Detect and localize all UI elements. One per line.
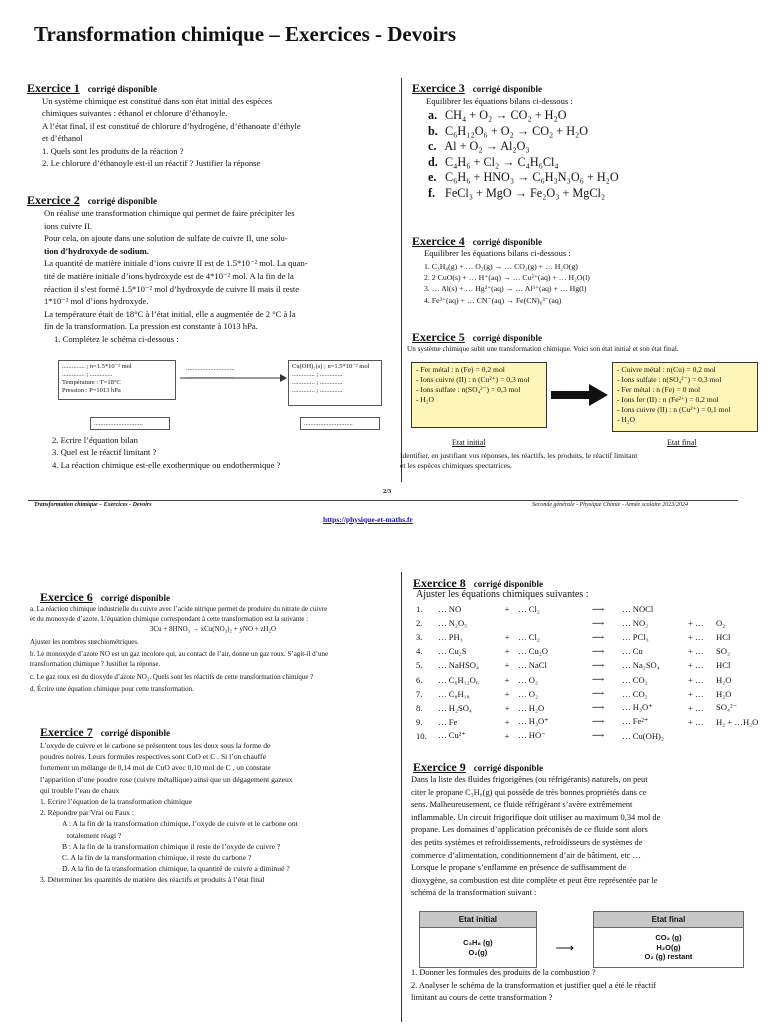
text-line: 1. Complétez le schéma ci-dessous : bbox=[54, 333, 179, 344]
state-line: - Fer métal : n (Fe) = 0 mol bbox=[617, 385, 701, 394]
text-line: La quantité de matière initiale d’ions cuivre II est de 1.5*10⁻² mol. La quan- bbox=[44, 258, 308, 269]
question-line: 2. Ecrire l’équation bilan bbox=[52, 435, 138, 445]
column-divider-top bbox=[401, 78, 402, 482]
equation-cell: + … bbox=[688, 618, 704, 629]
equation-cell: + bbox=[504, 702, 510, 713]
text-line: et d’éthanol bbox=[42, 133, 83, 144]
text-line: des petits systèmes et refroidissements, refroidisseurs de systèmes de bbox=[411, 837, 643, 847]
text-line: Pour cela, on ajoute dans une solution de sulfate de cuivre II, une solu- bbox=[44, 233, 288, 244]
exercise-7-text bbox=[40, 740, 388, 886]
schema-line: .............. ; .............. bbox=[292, 387, 343, 394]
page-title: Transformation chimique – Exercices - Devoirs bbox=[34, 22, 457, 46]
species: O₂(g) bbox=[468, 947, 488, 957]
equation-cell: … H₂O bbox=[518, 702, 545, 713]
state-line: - Ions sulfate : n(SO₄²⁻) = 0,3 mol bbox=[416, 385, 521, 394]
equation-cell: + … bbox=[688, 632, 704, 643]
equation-cell: + … bbox=[688, 716, 704, 727]
equation-row bbox=[414, 672, 768, 686]
table-header-spacer bbox=[536, 912, 593, 928]
initial-state-label: Etat initial bbox=[452, 438, 486, 447]
exercise-9-text bbox=[411, 774, 763, 900]
exercise-8-heading: Exercice 8 bbox=[413, 576, 466, 590]
text-line: chimiques suivantes : éthanol et chlorure d’éthanoyle. bbox=[42, 108, 228, 119]
text-line: fortement un mélange de 0,14 mol de CuO avec 0,10 mol de C , on constate bbox=[40, 763, 271, 773]
question-line: 4. La réaction chimique est-elle exothermique ou endothermique ? bbox=[52, 459, 281, 470]
question-line: Identifier, en justifiant vos réponses, les réactifs, les produits, le réactif limitant bbox=[400, 451, 638, 460]
exercise-4-equations bbox=[424, 261, 754, 306]
equation-row bbox=[414, 602, 768, 616]
exercise-7 bbox=[40, 723, 170, 741]
transformation-table bbox=[419, 911, 744, 968]
equation-cell: + bbox=[504, 730, 510, 741]
equation-cell: 1. bbox=[416, 604, 423, 615]
equation-cell bbox=[714, 729, 768, 743]
footer-rule bbox=[28, 500, 738, 501]
equation-cell: … NOCl bbox=[622, 604, 654, 615]
exercise-6-text bbox=[30, 605, 396, 695]
table-header-final: Etat final bbox=[593, 912, 743, 928]
equation-row bbox=[414, 715, 768, 729]
equation-cell: H₂ + …H₂O bbox=[716, 716, 759, 727]
corrige-label: corrigé disponible bbox=[100, 593, 171, 603]
equation-cell: 7. bbox=[416, 688, 423, 699]
equation-cell bbox=[714, 602, 768, 616]
equation-cell: ⟶ bbox=[591, 702, 605, 713]
text-line: L’oxyde de cuivre et le carbone se présentent tous les deux sous la forme de bbox=[40, 741, 271, 750]
schema-blank-left: .............................. bbox=[90, 417, 170, 430]
exercise-7-heading: Exercice 7 bbox=[40, 725, 93, 739]
schema-initial-box bbox=[58, 360, 176, 400]
text-line: La température était de 18°C à l’état initial, elle a augmentée de 2 °C à la bbox=[44, 308, 296, 319]
text-line: Lorsque le propane s’enflamme en présence de suffisamment de bbox=[411, 863, 627, 873]
text-line: transformation chimique ? Justifier la réponse. bbox=[30, 659, 161, 668]
equation-row bbox=[414, 701, 768, 715]
schema-final-box bbox=[288, 360, 382, 406]
equation-cell: HCl bbox=[716, 660, 731, 671]
text-line: et du monoxyde d’azote. L’équation chimique correspondant à cette transformation est la suivante : bbox=[30, 614, 309, 623]
corrige-label: corrigé disponible bbox=[472, 84, 543, 94]
equation-row bbox=[414, 687, 768, 701]
table-arrow: ⟶ bbox=[536, 928, 593, 968]
equation-cell: ⟶ bbox=[591, 730, 605, 741]
species: H₂O(g) bbox=[656, 942, 681, 952]
footer-left: Transformation chimique – Exercices - Devoirs bbox=[34, 502, 152, 508]
corrige-label: corrigé disponible bbox=[100, 728, 171, 738]
text-line: 2. Répondre par Vrai ou Faux : bbox=[40, 808, 135, 818]
equation-row bbox=[414, 630, 768, 644]
equation-cell: … NO bbox=[438, 604, 462, 615]
exercise-3-heading: Exercice 3 bbox=[412, 81, 465, 95]
initial-state-box bbox=[411, 362, 547, 428]
text-line: tion d’hydroxyde de sodium. bbox=[44, 245, 149, 256]
text-line: commerce d’alimentation, conditionnement d’air de bâtiment, etc … bbox=[411, 850, 641, 860]
corrige-label: corrigé disponible bbox=[473, 763, 544, 773]
column-divider-bottom bbox=[401, 572, 402, 1022]
equation-cell: ⟶ bbox=[591, 659, 605, 670]
equation-cell: O₂ bbox=[716, 618, 726, 629]
footer-right: Seconde générale - Physique Chimie - Année scolaire 2023/2024 bbox=[532, 502, 688, 508]
text-line: totalement réagi ? bbox=[67, 830, 122, 840]
equation-d: d. C₄H₆ + Cl₂ → C₄H₆Cl₄ bbox=[428, 154, 559, 169]
text-line: c. Le gaz roux est du dioxyde d’azote NO₂. Quels sont les réactifs de cette transformation chimique ? bbox=[30, 672, 314, 681]
exercise-9-heading: Exercice 9 bbox=[413, 760, 466, 774]
state-line: - Fer métal : n (Fe) = 0,2 mol bbox=[416, 365, 505, 374]
equation-cell: … C₆H₁₂O₆ bbox=[438, 674, 479, 685]
text-line: a. La réaction chimique industrielle du cuivre avec l’acide nitrique permet de produire du nitrate de cuivre bbox=[30, 605, 328, 613]
text-line: A : A la fin de la transformation chimique, l’oxyde de cuivre et le carbone ont bbox=[62, 819, 298, 829]
equation-cell: ⟶ bbox=[591, 674, 605, 685]
equation-cell: + bbox=[504, 674, 510, 685]
text-line: Un système chimique est constitué dans son état initial des espèces bbox=[42, 96, 273, 106]
question-line: 3. Quel est le réactif limitant ? bbox=[52, 447, 157, 458]
equation-line: 3Cu + 8HNO₃ → xCu(NO₃)₂ + yNO + zH₂O bbox=[149, 625, 277, 634]
exercise-4-intro: Equilibrer les équations bilans ci-dessous : bbox=[424, 248, 571, 258]
equation-cell: + … bbox=[688, 702, 704, 713]
equation-row bbox=[414, 616, 768, 630]
text-line: qui trouble l’eau de chaux bbox=[40, 785, 120, 795]
equation-cell: + … bbox=[688, 674, 704, 685]
exercise-9-questions bbox=[411, 967, 763, 1005]
text-line: A l’état final, il est constitué de chlorure d’hydrogène, d’éthanoate d’éthyle bbox=[42, 120, 301, 131]
equation-cell: … Cu²⁺ bbox=[438, 730, 466, 741]
exercise-5-heading: Exercice 5 bbox=[412, 330, 465, 344]
equation-cell: HCl bbox=[716, 632, 731, 643]
equation-e: e. C₆H₆ + HNO₃ → C₆H₃N₃O₆ + H₂O bbox=[428, 170, 619, 184]
equation-cell: … H₃O⁺ bbox=[622, 702, 653, 713]
text-line: dioxygène, sa combustion est dite complète et peut être représentée par le bbox=[411, 875, 658, 885]
exercise-1-heading: Exercice 1 bbox=[27, 81, 80, 95]
corrige-label: corrigé disponible bbox=[472, 333, 543, 343]
exercise-6 bbox=[40, 588, 170, 606]
equation-row bbox=[414, 729, 768, 743]
equation-cell: H₂O bbox=[716, 688, 732, 699]
equation-cell: … Cu(OH)₂ bbox=[622, 730, 664, 741]
equation-cell: … NaHSO₄ bbox=[438, 660, 479, 671]
equation-cell: SO₄²⁻ bbox=[716, 702, 738, 713]
transformation-arrow bbox=[551, 384, 609, 406]
equation-a: a. CH₄ + O₂ → CO₂ + H₂O bbox=[428, 108, 567, 122]
text-line: Dans la liste des fluides frigorigènes (ou réfrigérants) naturels, on peut bbox=[411, 775, 648, 784]
exercise-1-text bbox=[42, 95, 397, 169]
page-number: 2/3 bbox=[383, 488, 392, 495]
exercise-3-equations bbox=[428, 108, 758, 201]
text-line: l’apparition d’une poudre rose (cuivre métallique) ainsi que un dégagement gazeux bbox=[40, 774, 293, 784]
equation-cell: … Fe bbox=[438, 716, 458, 727]
text-line: sens. Malheureusement, ce fluide réfrigérant s’avère extrêmement bbox=[411, 800, 633, 810]
equation-cell: 5. bbox=[416, 660, 423, 671]
exercise-5-question bbox=[400, 451, 760, 471]
equation-cell: … N₂O₅ bbox=[438, 618, 468, 629]
state-line: - Ions fer (II) : n (Fe²⁺) = 0,2 mol bbox=[617, 395, 719, 404]
final-state-box bbox=[612, 362, 758, 432]
equation-cell: + bbox=[504, 660, 510, 671]
equation-cell: … CO₂ bbox=[622, 674, 648, 685]
text-line: poudres noires. Leurs formules respectives sont CuO et C . Si l’on chauffe bbox=[40, 752, 266, 762]
equation-cell: … Cu₂O bbox=[518, 646, 548, 657]
equation-cell: + … bbox=[688, 646, 704, 657]
equation-cell: ⟶ bbox=[591, 631, 605, 642]
equation-cell: + bbox=[504, 646, 510, 657]
equation-row bbox=[414, 644, 768, 658]
equation-cell: … HO⁻ bbox=[518, 730, 546, 741]
equation-cell: + bbox=[504, 632, 510, 643]
question-line: 1. Donner les formules des produits de la combustion ? bbox=[411, 968, 596, 977]
table-cell-initial bbox=[420, 928, 537, 968]
question-line: et les espèces chimiques spectatrices. bbox=[400, 461, 512, 470]
equation-cell: … Cl₂ bbox=[518, 604, 540, 615]
equation-line: 3. … Al(s) + … Hg²⁺(aq) → … Al³⁺(aq) + … Hg(l) bbox=[424, 284, 587, 294]
website-link[interactable]: https://physique-et-maths.fr bbox=[323, 515, 413, 524]
equation-cell: … PH₃ bbox=[438, 632, 463, 643]
equation-cell: … Cu bbox=[622, 646, 643, 657]
equation-cell: + bbox=[504, 716, 510, 727]
equation-cell: ⟶ bbox=[591, 603, 605, 614]
equation-cell: + … bbox=[688, 660, 704, 671]
equation-cell: ⟶ bbox=[591, 617, 605, 628]
equation-cell: 2. bbox=[416, 618, 423, 629]
exercise-8-equations bbox=[414, 602, 768, 743]
equation-cell bbox=[516, 616, 576, 630]
equation-cell: + bbox=[504, 604, 510, 615]
equation-line: 4. Fe³⁺(aq) + … CN⁻(aq) → Fe(CN)₆³⁻(aq) bbox=[424, 295, 562, 305]
text-line: 2. Le chlorure d’éthanoyle est-il un réactif ? Justifier la réponse bbox=[42, 158, 261, 169]
state-line: - Cuivre métal : n(Cu) = 0,2 mol bbox=[617, 365, 716, 374]
schema-line: Cu(OH)₂(s) ; n=1.5*10⁻² mol bbox=[292, 363, 370, 370]
equation-cell bbox=[686, 729, 714, 743]
species: C₃H₈ (g) bbox=[463, 938, 493, 947]
state-line: - Ions cuivre (II) : n (Cu²⁺) = 0,1 mol bbox=[617, 405, 731, 414]
equation-c: c. Al + O₂ → Al₂O₃ bbox=[428, 139, 530, 153]
equation-cell: … CO₂ bbox=[622, 688, 648, 699]
exercise-3-intro: Equilibrer les équations bilans ci-dessous : bbox=[426, 96, 573, 106]
equation-row bbox=[414, 658, 768, 672]
text-line: citer le propane C₃H₈(g) qui possède de très bonnes propriétés dans ce bbox=[411, 787, 647, 797]
text-line: Ajuster les nombres stœchiométriques. bbox=[30, 637, 139, 646]
species: O₂ (g) restant bbox=[644, 952, 693, 962]
equation-cell: 4. bbox=[416, 646, 423, 657]
table-cell-final bbox=[593, 928, 743, 968]
text-line: 1. Quels sont les produits de la réaction ? bbox=[42, 145, 184, 156]
schema-blank-right: .............................. bbox=[300, 417, 380, 430]
text-line: b. Le monoxyde d’azote NO est un gaz incolore qui, au contact de l’air, donne un gaz roux. S’agit-il d’une bbox=[30, 650, 329, 659]
schema-line: .............. ; .............. bbox=[62, 371, 113, 378]
schema-line: .............. ; .............. bbox=[292, 371, 343, 378]
text-line: réaction il s’est formé 1.5*10⁻² mol d’hydroxyde de cuivre II mais il reste bbox=[44, 283, 300, 294]
exercise-5 bbox=[412, 328, 542, 346]
text-line: 3. Déterminer les quantités de matière des réactifs et produits à l’état final bbox=[40, 875, 265, 885]
equation-cell: ⟶ bbox=[591, 716, 605, 727]
equation-cell: … C₈H₁₈ bbox=[438, 688, 470, 699]
equation-cell: … H₃O⁺ bbox=[518, 716, 549, 727]
equation-cell: … O₂ bbox=[518, 674, 538, 685]
equation-cell: H₂O bbox=[716, 674, 732, 685]
equation-cell: … O₂ bbox=[518, 688, 538, 699]
corrige-label: corrigé disponible bbox=[87, 84, 158, 94]
equation-cell: … Cl₂ bbox=[518, 632, 540, 643]
exercise-2-questions bbox=[52, 434, 382, 471]
exercise-4-heading: Exercice 4 bbox=[412, 234, 465, 248]
schema-line: Température : T=18°C bbox=[62, 379, 121, 386]
equation-cell: … Na₂SO₄ bbox=[622, 660, 660, 671]
text-line: fin de la transformation. La pression est constante à 1013 hPa. bbox=[44, 321, 258, 332]
schema-line: .............................. bbox=[186, 365, 235, 372]
equation-cell: … Fe²⁺ bbox=[622, 716, 649, 727]
equation-cell: … H₂SO₄ bbox=[438, 702, 472, 713]
schema-line: .............. ; n=1.5*10⁻² mol bbox=[62, 363, 132, 370]
text-line: D. A la fin de la transformation chimique, la quantité de cuivre a diminué ? bbox=[62, 864, 290, 874]
equation-cell: 8. bbox=[416, 702, 423, 713]
equation-cell bbox=[686, 602, 714, 616]
equation-f: f. FeCl₃ + MgO → Fe₂O₃ + MgCl₂ bbox=[428, 185, 606, 200]
equation-cell: + bbox=[504, 688, 510, 699]
question-line: 2. Analyser le schéma de la transformation et justifier quel a été le réactif bbox=[411, 980, 657, 990]
final-state-label: Etat final bbox=[667, 438, 697, 447]
equation-cell: … NaCl bbox=[518, 660, 547, 671]
corrige-label: corrigé disponible bbox=[473, 579, 544, 589]
equation-cell: 6. bbox=[416, 674, 423, 685]
text-line: schéma de la transformation suivant : bbox=[411, 888, 537, 898]
schema-line: .............. ; .............. bbox=[292, 379, 343, 386]
schema-line: Pression : P=1013 hPa bbox=[62, 387, 121, 394]
text-line: C. A la fin de la transformation chimique, il reste du carbone ? bbox=[62, 853, 252, 863]
equation-cell: 3. bbox=[416, 632, 423, 643]
text-line: ions cuivre II. bbox=[44, 220, 92, 231]
species: CO₂ (g) bbox=[655, 933, 682, 943]
equation-cell bbox=[498, 616, 516, 630]
text-line: 1. Ecrire l’équation de la transformation chimique bbox=[40, 797, 193, 807]
exercise-5-intro: Un système chimique subit une transformation chimique. Voici son état initial et son état final. bbox=[407, 345, 679, 353]
state-line: - H₂O bbox=[617, 415, 636, 424]
text-line: d. Écrire une équation chimique pour cette transformation. bbox=[30, 685, 194, 694]
equation-line: 1. C₃H₈(g) + … O₂(g) → … CO₂(g) + … H₂O(g) bbox=[424, 262, 578, 271]
state-line: - Ions cuivre (II) : n (Cu²⁺) = 0,3 mol bbox=[416, 375, 530, 384]
equation-cell: ⟶ bbox=[591, 688, 605, 699]
exercise-6-heading: Exercice 6 bbox=[40, 590, 93, 604]
text-line: On réalise une transformation chimique qui permet de faire précipiter les bbox=[44, 208, 295, 218]
exercise-8-intro: Ajuster les équations chimiques suivantes : bbox=[416, 589, 589, 600]
exercise-2-text bbox=[44, 207, 379, 346]
schema-arrow bbox=[176, 372, 288, 384]
text-line: B : A la fin de la transformation chimique il reste de l’oxyde de cuivre ? bbox=[62, 841, 281, 851]
equation-cell: 9. bbox=[416, 716, 423, 727]
corrige-label: corrigé disponible bbox=[472, 237, 543, 247]
equation-b: b. C₆H₁₂O₆ + O₂ → CO₂ + H₂O bbox=[428, 123, 589, 138]
question-line: limitant au cours de cette transformation ? bbox=[411, 993, 553, 1003]
state-line: - H₂O bbox=[416, 395, 435, 404]
corrige-label: corrigé disponible bbox=[87, 196, 158, 206]
text-line: tité de matière initiale d’ions hydroxyde est de 4*10⁻² mol. A la fin de la bbox=[44, 270, 294, 281]
equation-cell: … NO₂ bbox=[622, 618, 649, 629]
schema-line: .............................. bbox=[186, 373, 235, 380]
text-line: inflammable. Un circuit frigorifique doit utiliser au maximum 0,34 mol de bbox=[411, 812, 661, 822]
equation-cell: SO₂ bbox=[716, 646, 730, 657]
state-line: - Ions sulfate : n(SO₄²⁻) = 0,3 mol bbox=[617, 375, 722, 384]
equation-cell: 10. bbox=[416, 730, 427, 741]
exercise-2-heading: Exercice 2 bbox=[27, 193, 80, 207]
equation-cell: … PCl₃ bbox=[622, 632, 649, 643]
equation-cell: … Cu₂S bbox=[438, 646, 467, 657]
text-line: propane. Les domaines d’application préconisés de ce fluide sont alors bbox=[411, 825, 648, 835]
table-header-initial: Etat initial bbox=[420, 912, 537, 928]
equation-cell: ⟶ bbox=[591, 645, 605, 656]
text-line: 1*10⁻² mol d’ions hydroxyde. bbox=[44, 296, 149, 307]
equation-line: 2. 2 CuO(s) + … H⁺(aq) → … Cu²⁺(aq) + … H₂O(l) bbox=[424, 273, 590, 283]
equation-cell: + … bbox=[688, 688, 704, 699]
